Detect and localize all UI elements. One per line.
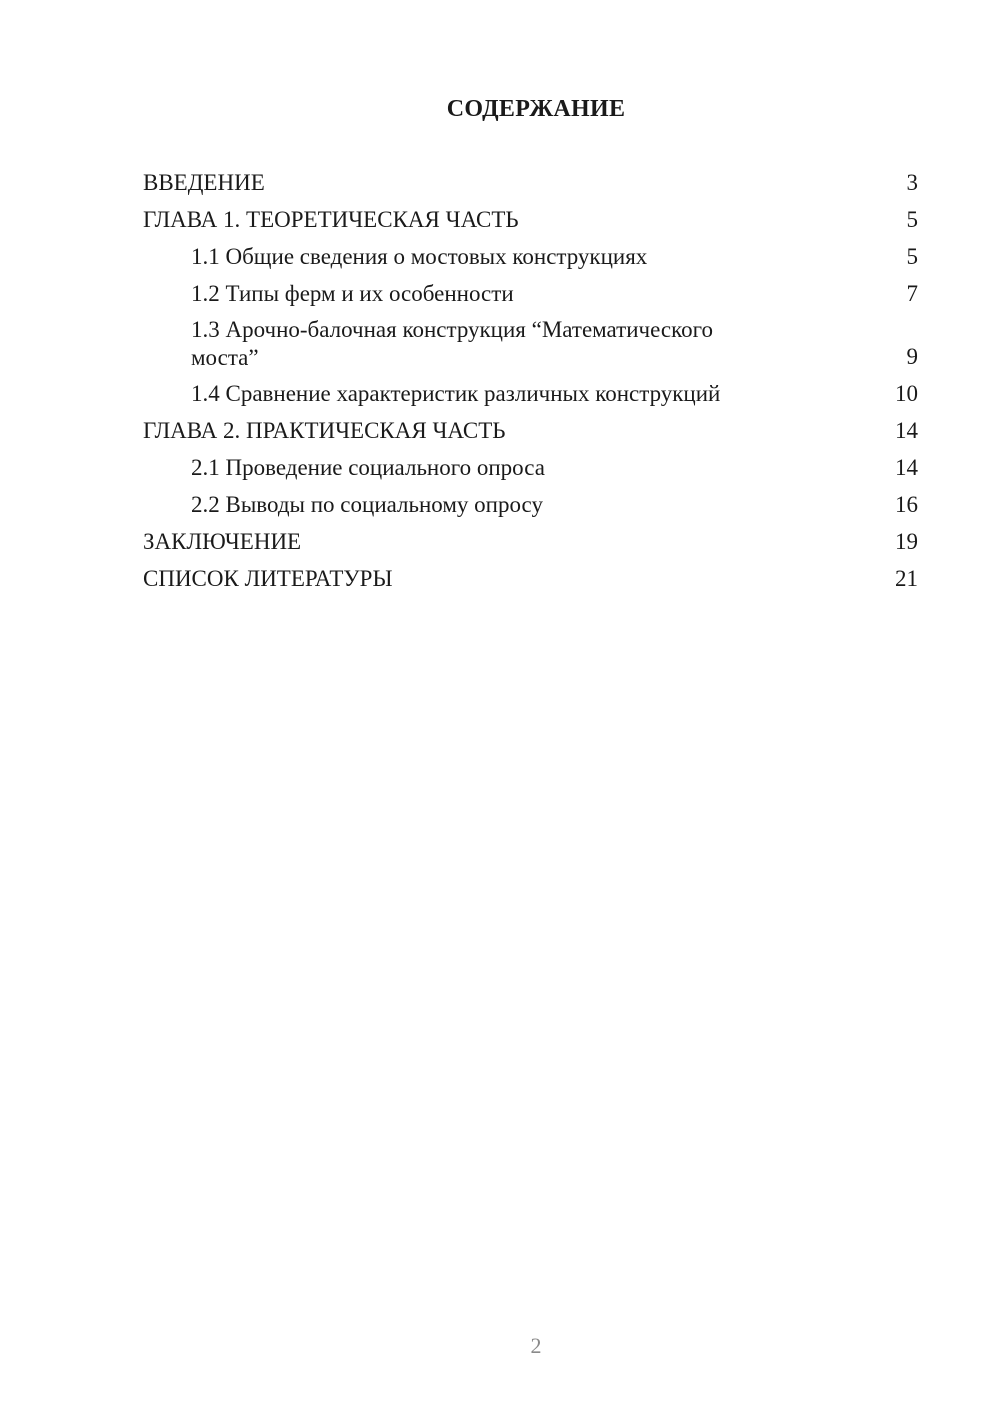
toc-entry-title: 1.4 Сравнение характеристик различных конструкций	[191, 381, 721, 406]
toc-entry-page: 3	[906, 170, 918, 195]
toc-entry-section-2-1[interactable]	[143, 453, 918, 483]
toc-entry-page: 16	[895, 492, 918, 517]
toc-entry-section-1-2[interactable]	[143, 279, 918, 309]
toc-entry-title: 2.2 Выводы по социальному опросу	[191, 492, 543, 517]
toc-entry-page: 10	[895, 381, 918, 406]
table-of-contents	[143, 168, 918, 601]
toc-entry-section-1-3[interactable]	[143, 316, 918, 372]
toc-entry-chapter-2[interactable]	[143, 416, 918, 446]
toc-entry-page: 19	[895, 529, 918, 554]
toc-entry-introduction[interactable]	[143, 168, 918, 198]
toc-entry-references[interactable]	[143, 564, 918, 594]
toc-entry-page: 5	[906, 244, 918, 269]
toc-entry-title: 2.1 Проведение социального опроса	[191, 455, 545, 480]
toc-entry-title: ВВЕДЕНИЕ	[143, 170, 265, 195]
toc-entry-page: 7	[906, 281, 918, 306]
toc-entry-conclusion[interactable]	[143, 527, 918, 557]
toc-entry-title: ГЛАВА 1. ТЕОРЕТИЧЕСКАЯ ЧАСТЬ	[143, 207, 519, 232]
toc-entry-page: 21	[895, 566, 918, 591]
toc-entry-chapter-1[interactable]	[143, 205, 918, 235]
toc-entry-page: 14	[895, 455, 918, 480]
toc-entry-title: ГЛАВА 2. ПРАКТИЧЕСКАЯ ЧАСТЬ	[143, 418, 506, 443]
toc-entry-page: 5	[906, 207, 918, 232]
toc-entry-page: 9	[906, 344, 918, 369]
toc-entry-title: 1.2 Типы ферм и их особенности	[191, 281, 514, 306]
toc-entry-section-1-4[interactable]	[143, 379, 918, 409]
toc-entry-page: 14	[895, 418, 918, 443]
toc-entry-title: ЗАКЛЮЧЕНИЕ	[143, 529, 302, 554]
toc-entry-section-1-1[interactable]	[143, 242, 918, 272]
toc-entry-section-2-2[interactable]	[143, 490, 918, 520]
toc-entry-title: 1.3 Арочно-балочная конструкция “Математического моста”	[191, 317, 713, 370]
page-number: 2	[530, 1333, 542, 1358]
toc-entry-title: СПИСОК ЛИТЕРАТУРЫ	[143, 566, 393, 591]
page-title: СОДЕРЖАНИЕ	[446, 96, 626, 122]
toc-entry-title: 1.1 Общие сведения о мостовых конструкциях	[191, 244, 648, 269]
